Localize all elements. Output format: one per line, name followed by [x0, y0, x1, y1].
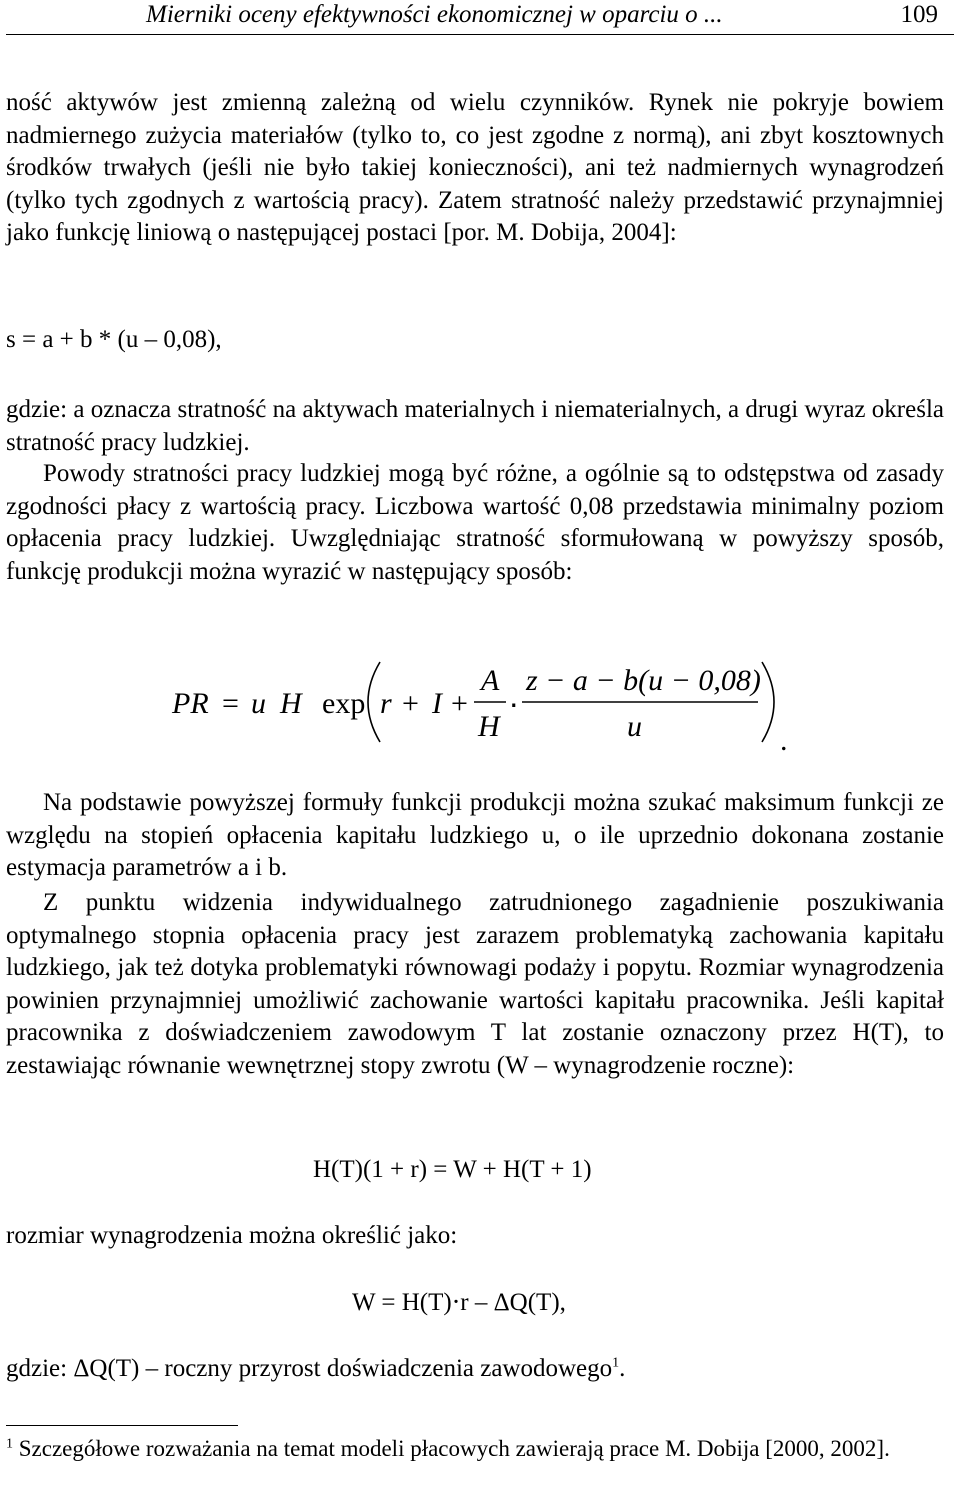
- paragraph-7-text: gdzie: ΔQ(T) – roczny przyrost doświadczenia zawodowego: [6, 1355, 613, 1382]
- footnote-text: Szczegółowe rozważania na temat modeli płacowych zawierają prace M. Dobija [2000, 2002].: [18, 1436, 890, 1461]
- formula-H: H: [280, 687, 302, 720]
- paragraph-7: [6, 1354, 625, 1384]
- formula-numerator-A: A: [481, 664, 500, 697]
- paragraph-5: Z punktu widzenia indywidualnego zatrudnionego zagadnienie poszukiwania optymalnego stopnia opłacenia pracy jest zarazem problematyką zachowania kapitału ludzkiego, jak też dotyka problematyki równowagi podaży i popytu. Rozmiar wynagrodzenia powinien przynajmniej umożliwić zachowanie wartości kapitału pracownika. Jeśli kapitał pracownika z doświadczeniem zawodowym T lat zostanie oznaczony przez H(T), to zestawiając równanie wewnętrznej stopy zwrotu (W – wynagrodzenie roczne):: [6, 889, 944, 1079]
- paragraph-2: gdzie: a oznacza stratność na aktywach materialnych i niematerialnych, a drugi wyraz określa stratność pracy ludzkiej.: [6, 396, 944, 456]
- formula-exp: exp: [322, 687, 366, 720]
- paragraph-4: Na podstawie powyższej formuły funkcji produkcji można szukać maksimum funkcji ze względu na stopień opłacenia kapitału ludzkiego u, o ile uprzednio dokonana zostanie estymacja parametrów a i b.: [6, 789, 944, 882]
- formula-numerator-2: z − a − b(u − 0,08): [526, 664, 761, 697]
- formula-denominator-u: u: [627, 710, 642, 743]
- formula-u: u: [251, 687, 266, 720]
- formula-r: r: [380, 687, 392, 720]
- formula-stratnosc: s = a + b * (u – 0,08),: [6, 326, 222, 353]
- paragraph-3: Powody stratności pracy ludzkiej mogą być różne, a ogólnie są to odstępstwa od zasady zgodności płacy z wartością pracy. Liczbowa wartość 0,08 przedstawia minimalny poziom opłacenia pracy ludzkiej. Uwzględniając stratność sformułowaną w powyższy sposób, funkcję produkcji można wyrazić w następujący sposób:: [6, 460, 944, 585]
- formula-plus-1: +: [402, 687, 419, 720]
- formula-period: .: [780, 724, 788, 757]
- left-paren: [368, 662, 380, 742]
- formula-irr: H(T)(1 + r) = W + H(T + 1): [313, 1156, 592, 1183]
- running-title: Mierniki oceny efektywności ekonomicznej w oparciu o ...: [146, 1, 723, 28]
- formula-plus-2: +: [451, 687, 468, 720]
- paragraph-7-end: .: [619, 1355, 626, 1382]
- formula-I: I: [432, 687, 442, 720]
- formula-wage: W = H(T)⋅r – ΔQ(T),: [352, 1289, 566, 1316]
- right-paren: [762, 662, 774, 742]
- footnote: [6, 1432, 944, 1465]
- formula-denominator-H: H: [478, 710, 500, 743]
- formula-equals: =: [222, 687, 239, 720]
- footnote-mark: 1: [6, 1436, 13, 1452]
- running-header: [6, 0, 954, 35]
- formula-dot: ⋅: [509, 690, 519, 723]
- footnote-reference: 1: [612, 1355, 620, 1371]
- footnote-divider: [6, 1425, 238, 1426]
- paragraph-1: ność aktywów jest zmienną zależną od wielu czynników. Rynek nie pokryje bowiem nadmiernego zużycia materiałów (tylko to, co jest zgodne z normą), ani zbyt kosztownych środków trwałych (jeśli nie było takiej konieczności), ani też nadmiernych wynagrodzeń (tylko tych zgodnych z wartością pracy). Zatem stratność należy przedstawić przynajmniej jako funkcję liniową o następującej postaci [por. M. Dobija, 2004]:: [6, 89, 944, 247]
- paragraph-6: rozmiar wynagrodzenia można określić jako:: [6, 1222, 458, 1249]
- formula-lhs: PR: [172, 687, 209, 720]
- page-number: 109: [900, 1, 938, 28]
